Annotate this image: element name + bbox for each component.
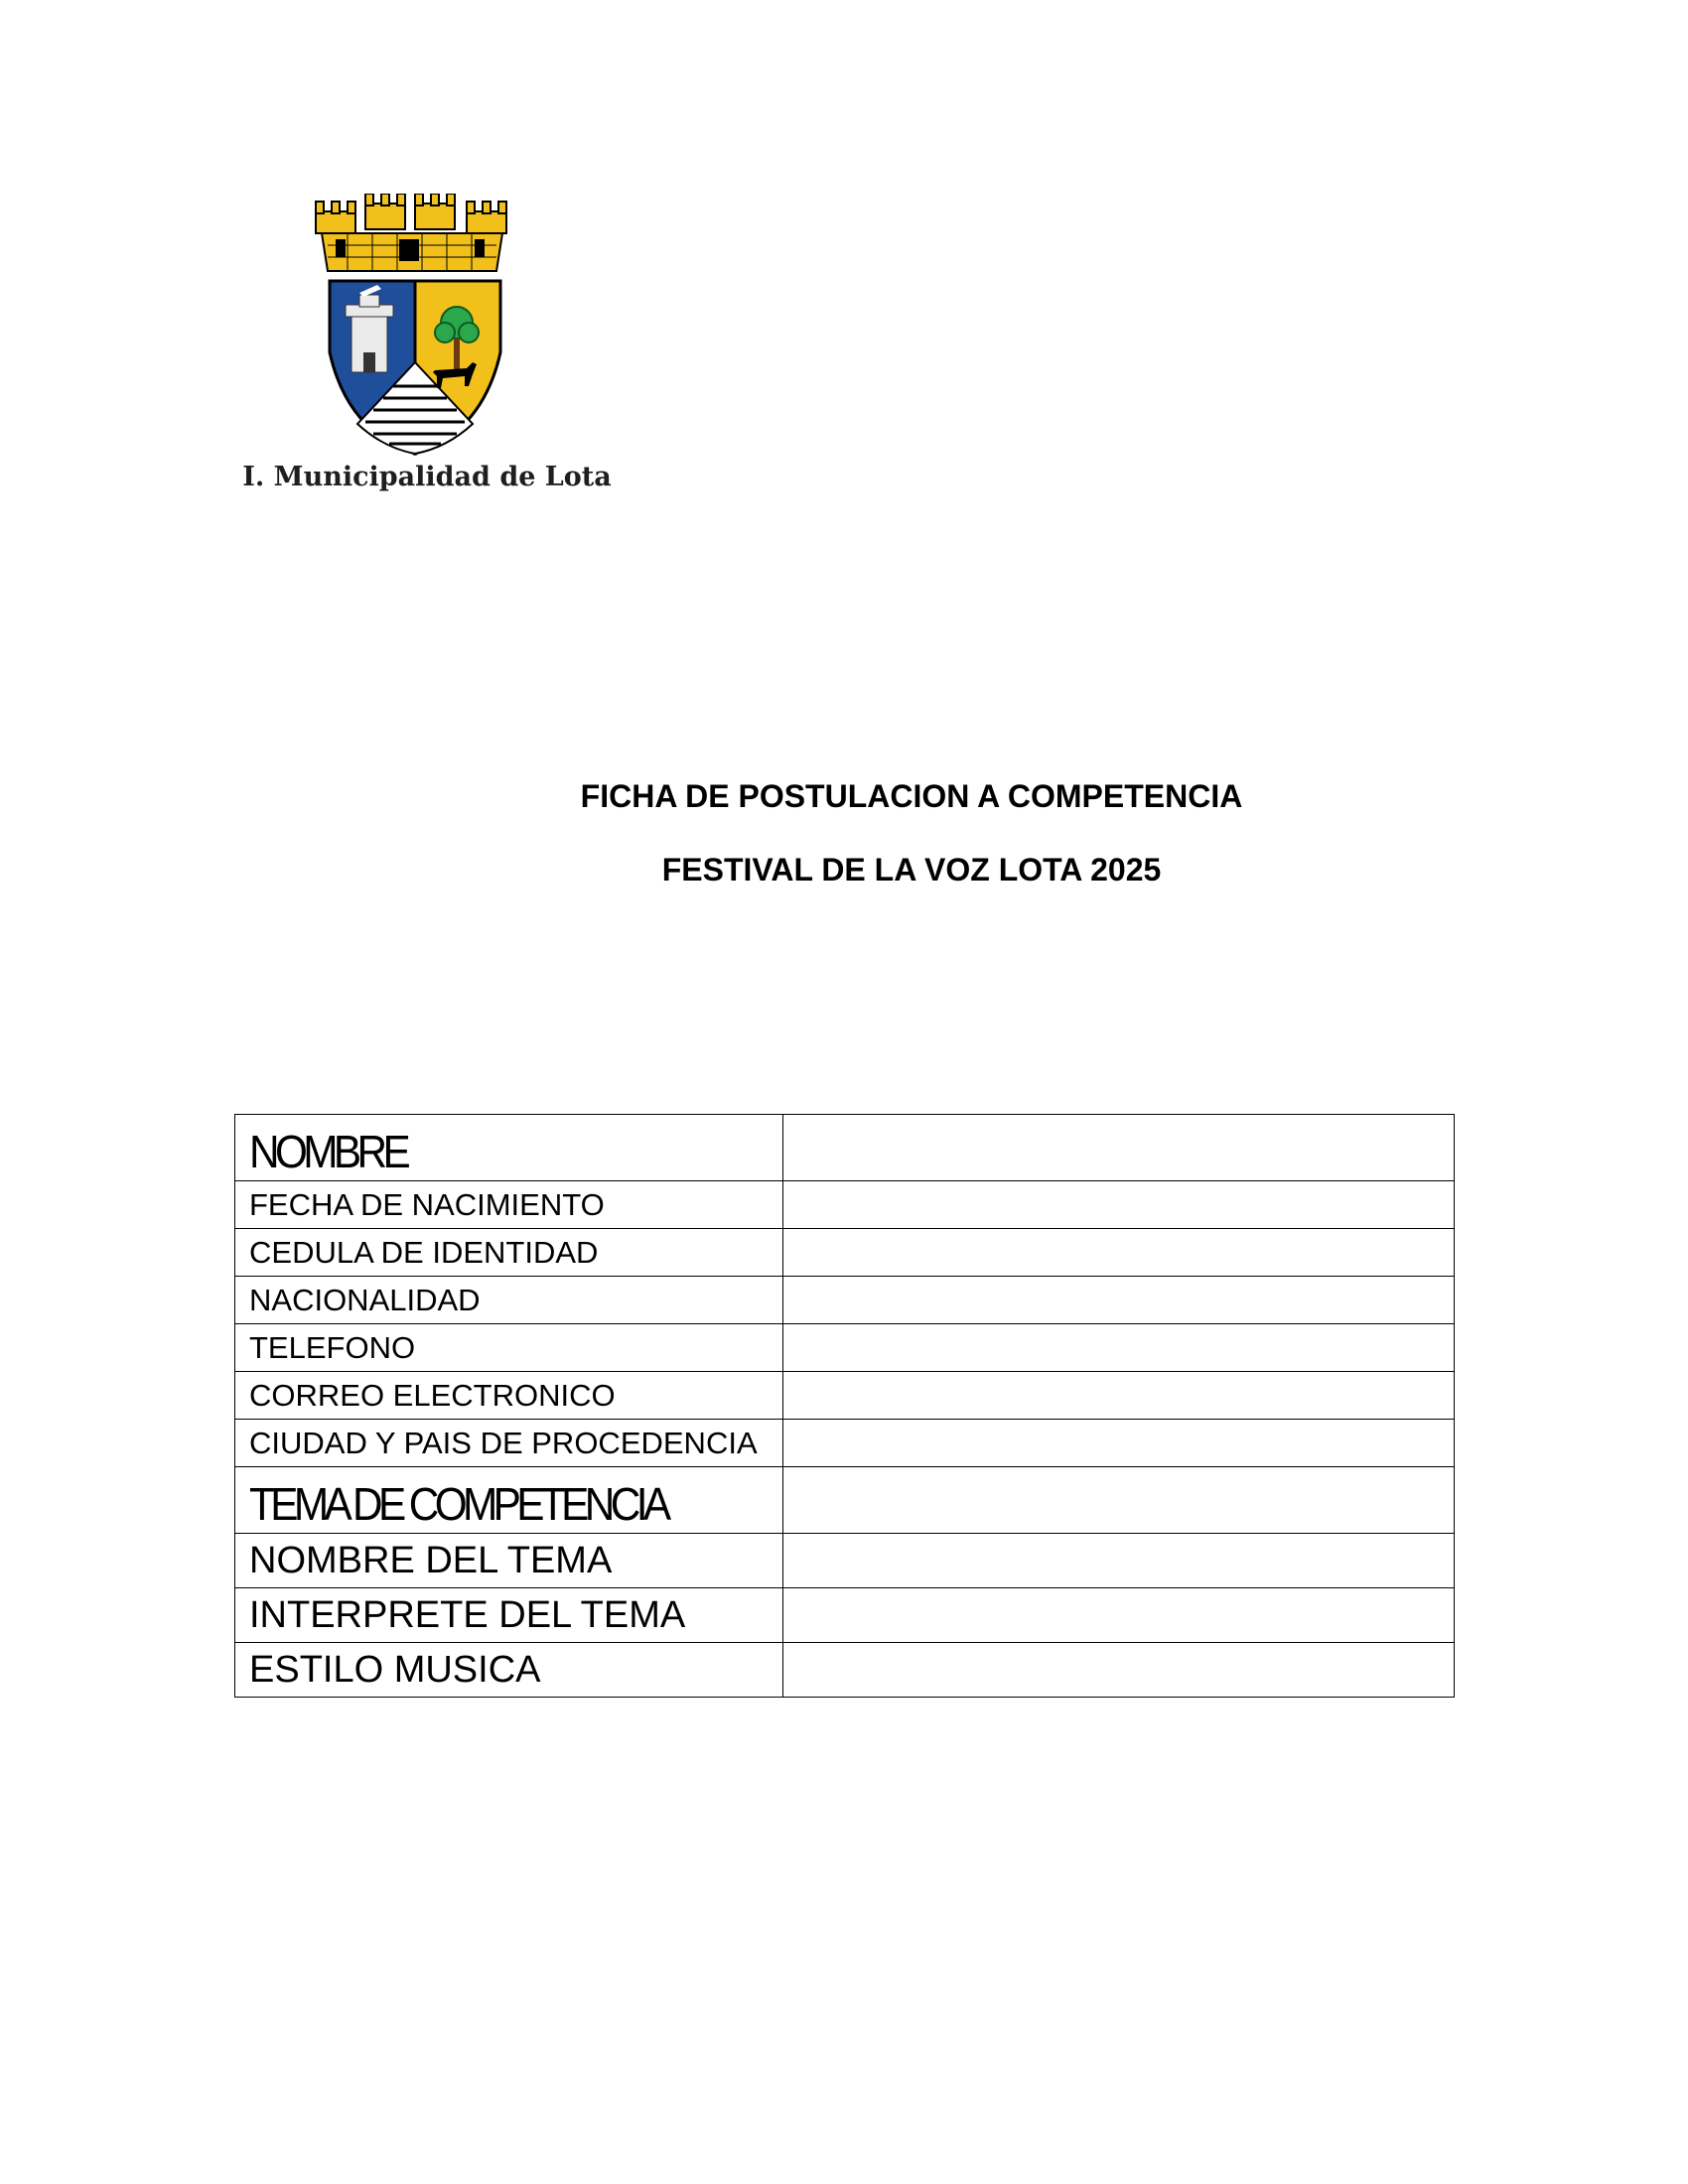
table-row [235,1229,1455,1277]
table-row [235,1643,1455,1698]
field-value-nombre-tema[interactable] [783,1534,1455,1588]
municipal-logo [238,194,616,501]
field-value-nacionalidad[interactable] [783,1277,1455,1324]
field-value-fecha-nacimiento[interactable] [783,1181,1455,1229]
field-label-tema-competencia: TEMA DE COMPETENCIA [235,1467,783,1534]
table-row [235,1277,1455,1324]
field-label-nacionalidad: NACIONALIDAD [235,1277,783,1324]
field-value-estilo-musica[interactable] [783,1643,1455,1698]
field-value-telefono[interactable] [783,1324,1455,1372]
field-label-estilo-musica: ESTILO MUSICA [235,1643,783,1698]
field-label-nombre: NOMBRE [235,1115,783,1181]
festival-subtitle: FESTIVAL DE LA VOZ LOTA 2025 [661,852,1162,887]
municipality-caption: I. Municipalidad de Lota [242,462,612,492]
table-row [235,1467,1455,1534]
field-label-correo: CORREO ELECTRONICO [235,1372,783,1420]
table-row [235,1534,1455,1588]
field-value-interprete[interactable] [783,1588,1455,1643]
table-row [235,1115,1455,1181]
field-value-nombre[interactable] [783,1115,1455,1181]
table-row [235,1372,1455,1420]
form-title: FICHA DE POSTULACION A COMPETENCIA [580,778,1243,814]
field-value-correo[interactable] [783,1372,1455,1420]
table-row [235,1588,1455,1643]
table-row [235,1420,1455,1467]
field-label-ciudad-pais: CIUDAD Y PAIS DE PROCEDENCIA [235,1420,783,1467]
field-label-fecha-nacimiento: FECHA DE NACIMIENTO [235,1181,783,1229]
field-value-cedula[interactable] [783,1229,1455,1277]
lota-coat-of-arms-icon [308,194,536,462]
application-form-table [234,1114,1455,1698]
field-label-cedula: CEDULA DE IDENTIDAD [235,1229,783,1277]
field-label-nombre-tema: NOMBRE DEL TEMA [235,1534,783,1588]
field-label-interprete: INTERPRETE DEL TEMA [235,1588,783,1643]
field-value-tema-competencia[interactable] [783,1467,1455,1534]
table-row [235,1324,1455,1372]
table-row [235,1181,1455,1229]
field-value-ciudad-pais[interactable] [783,1420,1455,1467]
field-label-telefono: TELEFONO [235,1324,783,1372]
